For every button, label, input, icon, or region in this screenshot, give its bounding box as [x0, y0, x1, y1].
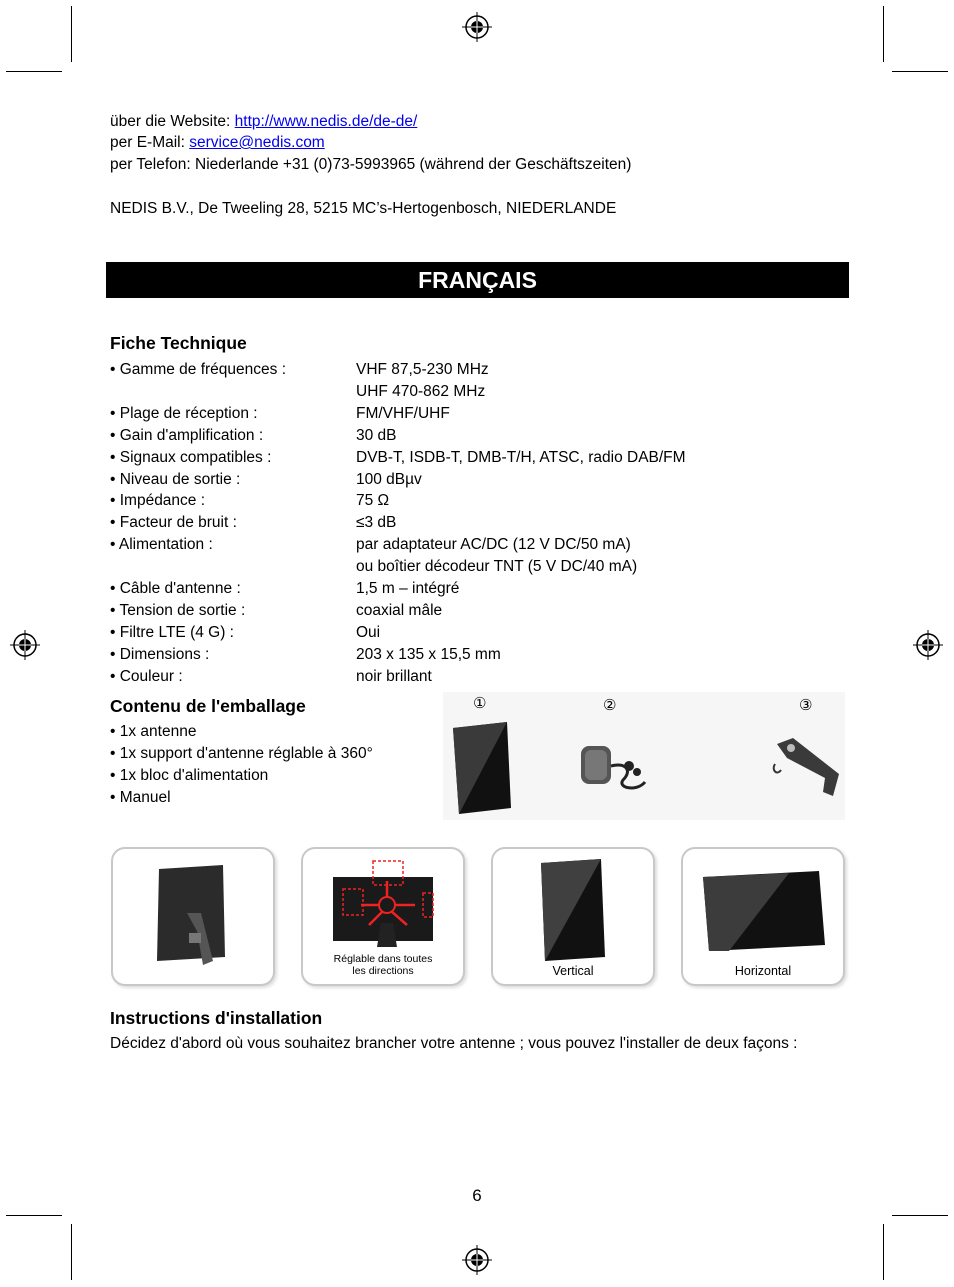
- adjustable-caption-line1: Réglable dans toutes: [333, 953, 433, 965]
- spec-label: • Couleur :: [110, 667, 183, 685]
- spec-label: • Signaux compatibles :: [110, 448, 272, 466]
- registration-mark-icon: [911, 628, 945, 662]
- spec-value: noir brillant: [356, 667, 432, 685]
- spec-label: • Filtre LTE (4 G) :: [110, 623, 234, 641]
- spec-label: • Câble d'antenne :: [110, 580, 241, 597]
- spec-row: [110, 425, 850, 447]
- package-item: • 1x antenne: [110, 723, 197, 740]
- spec-value: coaxial mâle: [356, 601, 443, 619]
- page-number: 6: [472, 1186, 482, 1205]
- install-text: Décidez d'abord où vous souhaitez brancher votre antenne ; vous pouvez l'installer de deux façons :: [110, 1035, 798, 1052]
- package-item: • 1x support d'antenne réglable à 360°: [110, 745, 373, 762]
- spec-row: [110, 534, 850, 556]
- crop-mark: [883, 6, 884, 62]
- spec-row: [110, 622, 850, 644]
- antenna-back-image: [151, 861, 235, 973]
- spec-label: • Impédance :: [110, 492, 206, 510]
- spec-row: [110, 556, 850, 578]
- card-stand: [111, 847, 275, 986]
- install-heading: Instructions d'installation: [110, 1008, 323, 1028]
- spec-label: • Gain d'amplification :: [110, 426, 264, 444]
- spec-value: UHF 470-862 MHz: [356, 382, 486, 400]
- spec-row: [110, 490, 850, 512]
- company-address: NEDIS B.V., De Tweeling 28, 5215 MC’s-Hertogenbosch, NIEDERLANDE: [110, 200, 617, 217]
- spec-row: [110, 512, 850, 534]
- item-number-2: ②: [603, 697, 617, 714]
- crop-mark: [892, 1215, 948, 1216]
- spec-row: [110, 600, 850, 622]
- spec-label: • Gamme de fréquences :: [110, 361, 287, 378]
- antenna-image: [449, 720, 515, 816]
- spec-row: [110, 447, 850, 469]
- spec-value: 203 x 135 x 15,5 mm: [356, 645, 501, 663]
- spec-label: • Plage de réception :: [110, 404, 258, 422]
- spec-value: 100 dBµv: [356, 470, 422, 488]
- spec-value: 1,5 m – intégré: [356, 580, 460, 597]
- spec-label: • Niveau de sortie :: [110, 470, 241, 488]
- spec-value: 75 Ω: [356, 492, 390, 510]
- spec-label: • Dimensions :: [110, 645, 210, 663]
- email-label: per E-Mail:: [110, 134, 190, 151]
- contact-phone-line: per Telefon: Niederlande +31 (0)73-5993965 (während der Geschäftszeiten): [110, 156, 632, 173]
- power-adapter-image: [573, 736, 653, 800]
- specs-heading: Fiche Technique: [110, 333, 247, 353]
- spec-label: • Alimentation :: [110, 536, 213, 554]
- spec-value: 30 dB: [356, 426, 397, 444]
- registration-mark-icon: [460, 10, 494, 44]
- contact-email-line: [110, 134, 325, 152]
- spec-label: • Facteur de bruit :: [110, 514, 237, 532]
- registration-mark-icon: [8, 628, 42, 662]
- card-adjustable: [301, 847, 465, 986]
- package-contents-image: [443, 692, 845, 820]
- crop-mark: [71, 6, 72, 62]
- horizontal-caption: Horizontal: [734, 964, 792, 978]
- spec-row: [110, 644, 850, 666]
- spec-row: [110, 381, 850, 403]
- website-label: über die Website:: [110, 113, 235, 130]
- crop-mark: [6, 71, 62, 72]
- bracket-image: [769, 734, 845, 804]
- spec-value: Oui: [356, 623, 381, 641]
- spec-row: [110, 359, 850, 381]
- spec-value: ou boîtier décodeur TNT (5 V DC/40 mA): [356, 558, 638, 576]
- spec-value: FM/VHF/UHF: [356, 404, 450, 422]
- spec-row: [110, 666, 850, 688]
- package-item: • 1x bloc d'alimentation: [110, 767, 269, 784]
- registration-mark-icon: [460, 1243, 494, 1277]
- adjustable-caption-line2: les directions: [352, 965, 414, 977]
- vertical-antenna-image: [537, 857, 609, 963]
- spec-value: par adaptateur AC/DC (12 V DC/50 mA): [356, 536, 631, 554]
- card-horizontal: [681, 847, 845, 986]
- email-link[interactable]: service@nedis.com: [189, 134, 325, 151]
- spec-value: DVB-T, ISDB-T, DMB-T/H, ATSC, radio DAB/FM: [356, 448, 686, 466]
- card-vertical: [491, 847, 655, 986]
- package-heading: Contenu de l'emballage: [110, 696, 306, 716]
- crop-mark: [883, 1224, 884, 1280]
- vertical-caption: Vertical: [552, 964, 594, 978]
- contact-website-line: [110, 113, 417, 131]
- horizontal-antenna-image: [699, 869, 827, 955]
- section-banner: FRANÇAIS: [106, 262, 849, 298]
- crop-mark: [892, 71, 948, 72]
- spec-label: • Tension de sortie :: [110, 601, 246, 619]
- website-link[interactable]: http://www.nedis.de/de-de/: [234, 113, 418, 130]
- crop-mark: [71, 1224, 72, 1280]
- adjustable-directions-image: [331, 859, 435, 951]
- spec-row: [110, 469, 850, 491]
- package-item: • Manuel: [110, 789, 171, 806]
- spec-value: VHF 87,5-230 MHz: [356, 361, 489, 378]
- item-number-3: ③: [799, 697, 813, 714]
- item-number-1: ①: [473, 695, 487, 712]
- spec-value: ≤3 dB: [356, 514, 397, 532]
- spec-row: [110, 403, 850, 425]
- crop-mark: [6, 1215, 62, 1216]
- spec-row: [110, 578, 850, 600]
